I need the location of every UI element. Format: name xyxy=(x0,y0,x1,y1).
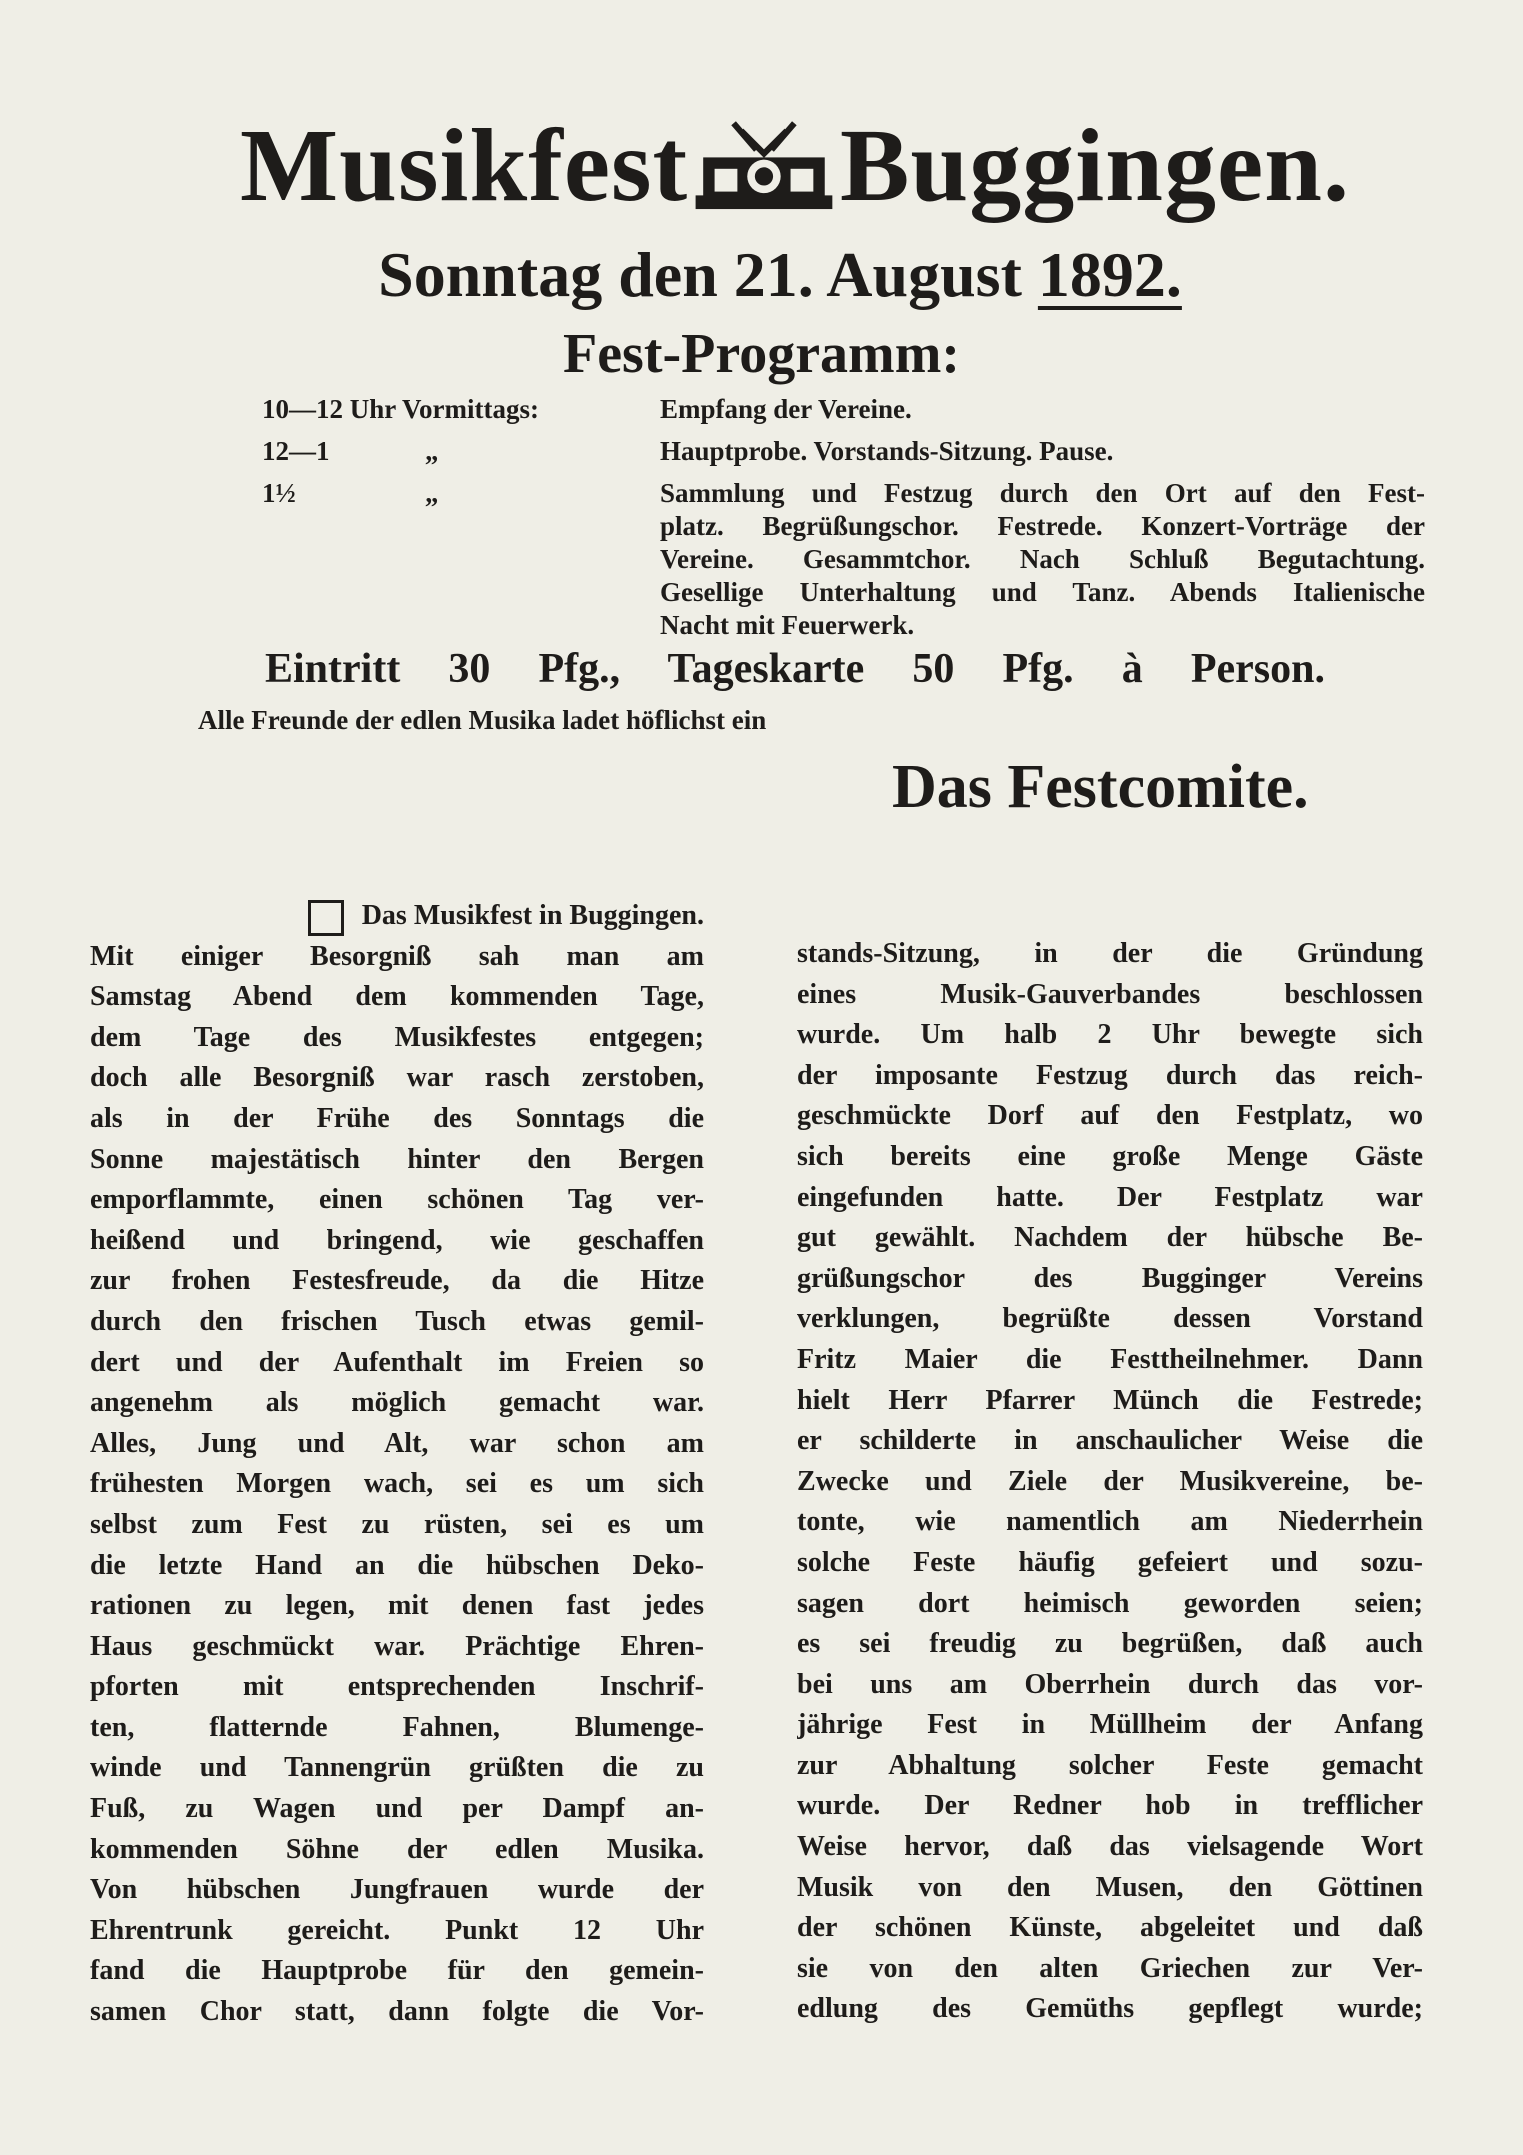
article-line: geschmückte Dorf auf den Festplatz, wo xyxy=(797,1100,1423,1132)
program-line: Vereine. Gesammtchor. Nach Schluß Begutachtung. xyxy=(660,544,1425,574)
date-year: 1892. xyxy=(1037,239,1182,310)
article-line: sagen dort heimisch geworden seien; xyxy=(797,1587,1423,1619)
article-line: die letzte Hand an die hübschen Deko- xyxy=(90,1549,704,1581)
article-line: Alles, Jung und Alt, war schon am xyxy=(90,1427,704,1459)
article-headline-row xyxy=(90,896,704,937)
article-column-right xyxy=(797,934,1423,2030)
signature: Das Festcomite. xyxy=(892,753,1309,821)
program-line: Hauptprobe. Vorstands-Sitzung. Pause. xyxy=(660,436,1114,466)
article-line: gut gewählt. Nachdem der hübsche Be- xyxy=(797,1222,1423,1254)
program-item xyxy=(660,393,1425,426)
program-line: Sammlung und Festzug durch den Ort auf den Fest- xyxy=(660,478,1425,508)
article-line: pforten mit entsprechenden Inschrif- xyxy=(90,1671,704,1703)
lyre-crest-emblem-icon xyxy=(688,100,840,230)
article-line: dert und der Aufenthalt im Freien so xyxy=(90,1346,704,1378)
program-line: Gesellige Unterhaltung und Tanz. Abends Italienische xyxy=(660,577,1425,607)
article-line: kommenden Söhne der edlen Musika. xyxy=(90,1833,704,1865)
program-line: platz. Begrüßungschor. Festrede. Konzert-Vorträge der xyxy=(660,511,1425,541)
article-line: als in der Frühe des Sonntags die xyxy=(90,1102,704,1134)
article-line: rationen zu legen, mit denen fast jedes xyxy=(90,1590,704,1622)
program-ditto-mark: „ xyxy=(425,436,439,466)
article-line: emporflammte, einen schönen Tag ver- xyxy=(90,1184,704,1216)
article-line: ten, flatternde Fahnen, Blumenge- xyxy=(90,1711,704,1743)
article-line: Ehrentrunk gereicht. Punkt 12 Uhr xyxy=(90,1914,704,1946)
article-line: angenehm als möglich gemacht war. xyxy=(90,1387,704,1419)
article-line: Zwecke und Ziele der Musikvereine, be- xyxy=(797,1465,1423,1497)
article-line: Weise hervor, daß das vielsagende Wort xyxy=(797,1831,1423,1863)
article-line: jährige Fest in Müllheim der Anfang xyxy=(797,1709,1423,1741)
date-prefix: Sonntag den 21. August xyxy=(378,239,1022,310)
program-time: 10—12 Uhr Vormittags: xyxy=(262,394,540,424)
program-item xyxy=(660,435,1425,468)
article-line: grüßungschor des Bugginger Vereins xyxy=(797,1262,1423,1294)
entry-price: Eintritt 30 Pfg., Tageskarte 50 Pfg. à Person. xyxy=(265,646,1325,692)
article-line: wurde. Der Redner hob in trefflicher xyxy=(797,1790,1423,1822)
article-line: zur frohen Festesfreude, da die Hitze xyxy=(90,1265,704,1297)
article-line: Fritz Maier die Festtheilnehmer. Dann xyxy=(797,1343,1423,1375)
title-left: Musikfest xyxy=(240,107,689,223)
program-line: Empfang der Vereine. xyxy=(660,394,912,424)
article-line: bei uns am Oberrhein durch das vor- xyxy=(797,1668,1423,1700)
article-line: Sonne majestätisch hinter den Bergen xyxy=(90,1143,704,1175)
article-line: wurde. Um halb 2 Uhr bewegte sich xyxy=(797,1019,1423,1051)
article-line: hielt Herr Pfarrer Münch die Festrede; xyxy=(797,1384,1423,1416)
program-item xyxy=(660,477,1425,642)
article-line: winde und Tannengrün grüßten die zu xyxy=(90,1752,704,1784)
article-line: frühesten Morgen wach, sei es um sich xyxy=(90,1468,704,1500)
article-line: tonte, wie namentlich am Niederrhein xyxy=(797,1506,1423,1538)
article-column-left xyxy=(90,896,704,2033)
article-line: sich bereits eine große Menge Gäste xyxy=(797,1140,1423,1172)
article-line: dem Tage des Musikfestes entgegen; xyxy=(90,1021,704,1053)
article-line: es sei freudig zu begrüßen, daß auch xyxy=(797,1628,1423,1660)
article-line: verklungen, begrüßte dessen Vorstand xyxy=(797,1303,1423,1335)
article-line: Fuß, zu Wagen und per Dampf an- xyxy=(90,1793,704,1825)
program-ditto-mark: „ xyxy=(425,478,439,508)
program-time: 1½ xyxy=(262,478,296,508)
article-line: durch den frischen Tusch etwas gemil- xyxy=(90,1305,704,1337)
article-line: samen Chor statt, dann folgte die Vor- xyxy=(90,1996,704,2028)
program-line: Nacht mit Feuerwerk. xyxy=(660,610,915,640)
article-line: heißend und bringend, wie geschaffen xyxy=(90,1224,704,1256)
article-line: Musik von den Musen, den Göttinen xyxy=(797,1871,1423,1903)
title-right: Buggingen. xyxy=(840,107,1350,223)
article-line: Haus geschmückt war. Prächtige Ehren- xyxy=(90,1630,704,1662)
article-line: selbst zum Fest zu rüsten, sei es um xyxy=(90,1508,704,1540)
article-line: eingefunden hatte. Der Festplatz war xyxy=(797,1181,1423,1213)
article-line: zur Abhaltung solcher Feste gemacht xyxy=(797,1749,1423,1781)
article-line: der imposante Festzug durch das reich- xyxy=(797,1059,1423,1091)
article-line: edlung des Gemüths gepflegt wurde; xyxy=(797,1993,1423,2025)
square-marker-icon xyxy=(308,900,344,936)
article-line: eines Musik-Gauverbandes beschlossen xyxy=(797,978,1423,1010)
article-line: der schönen Künste, abgeleitet und daß xyxy=(797,1912,1423,1944)
event-date xyxy=(280,238,1280,312)
program-heading: Fest-Programm: xyxy=(562,323,960,385)
article-line: fand die Hauptprobe für den gemein- xyxy=(90,1955,704,1987)
article-line: er schilderte in anschaulicher Weise die xyxy=(797,1425,1423,1457)
article-line: solche Feste häufig gefeiert und sozu- xyxy=(797,1546,1423,1578)
article-headline: Das Musikfest in Buggingen. xyxy=(361,900,704,931)
article-line: doch alle Besorgniß war rasch zerstoben, xyxy=(90,1062,704,1094)
invitation: Alle Freunde der edlen Musika ladet höflichst ein xyxy=(198,705,767,735)
article-line: Mit einiger Besorgniß sah man am xyxy=(90,940,704,972)
poster-title xyxy=(240,95,1350,235)
article-line: sie von den alten Griechen zur Ver- xyxy=(797,1952,1423,1984)
article-line: Von hübschen Jungfrauen wurde der xyxy=(90,1874,704,1906)
article-line: Samstag Abend dem kommenden Tage, xyxy=(90,981,704,1013)
program-time: 12—1 xyxy=(262,436,330,466)
article-line: stands-Sitzung, in der die Gründung xyxy=(797,938,1423,969)
